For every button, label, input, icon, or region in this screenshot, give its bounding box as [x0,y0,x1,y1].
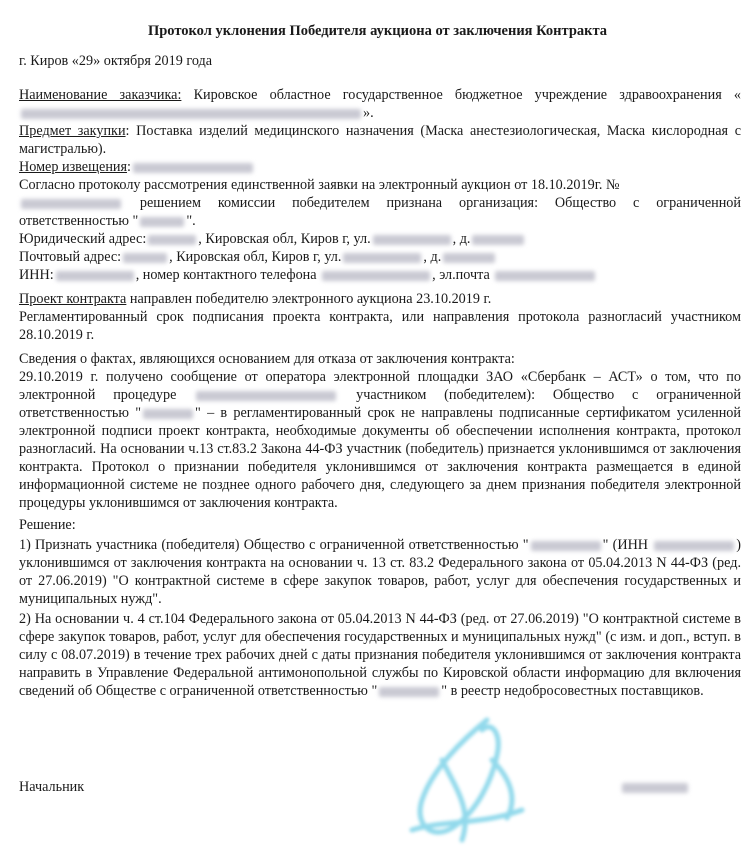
redacted-company-name [143,409,193,419]
customer-paragraph [19,86,741,122]
legal-address-line: Юридический адрес: , Кировская обл, Киров г, ул. , д. [19,230,741,248]
project-label: Проект контракта [19,291,127,307]
redacted-inn [56,271,134,281]
redacted-signer-name [622,783,688,793]
facts-header: Сведения о фактах, являющихся основанием для отказа от заключения контракта: [19,351,515,367]
deadline-paragraph: Регламентированный срок подписания проекта контракта, или направления протокола разногласий участником 28.10.2019 г. [19,309,741,343]
subject-text: : Поставка изделий медицинского назначения (Маска анестезиологическая, Маска кислородная с магистралью). [19,123,741,157]
decision-header: Решение: [19,517,76,533]
customer-text: Кировское областное государственное бюджетное учреждение здравоохранения « [181,87,742,103]
redacted-company-name [140,217,184,227]
redacted-index [148,235,196,245]
date-line: г. Киров «29» октября 2019 года [19,53,213,69]
redacted-customer-name [21,109,361,119]
postal-address-line: Почтовый адрес: , Кировская обл, Киров г, ул. , д. [19,248,741,266]
decision-2-paragraph: 2) На основании ч. 4 ст.104 Федерального закона от 05.04.2013 N 44-ФЗ (ред. от 27.06.2019) "О контрактной системе в сфере закупок товаров, работ, услуг для обеспечения государственных и муниципальных нужд" (с изм. и доп., вступ. в силу с 08.07.2019) в течение трех рабочих дней с даты признания победителя уклонившимся от заключения контракта направить в Управление Федеральной антимонопольной службы по Кировской области информацию для включения сведений об Обществе с ограниченной ответственностью " " в реестр недобросовестных поставщиков. [19,611,741,699]
redacted-index [123,253,167,263]
project-line: Проект контракта направлен победителю электронного аукциона 23.10.2019 г. [19,291,492,307]
redacted-email [495,271,595,281]
redacted-street [373,235,451,245]
redacted-official-name [620,778,690,796]
redacted-company-name [379,687,439,697]
customer-text-end: ». [363,105,374,121]
redacted-notice-number [133,163,253,173]
redacted-street [343,253,421,263]
decision-1-paragraph: 1) Признать участника (победителя) Общество с ограниченной ответственностью " " (ИНН ) уклонившимся от заключения контракта на основании ч. 13 ст. 83.2 Федерального закона от 05.04.2013 N 44-ФЗ (ред. от 27.06.2019) "О контрактной системе в сфере закупок товаров, работ, услуг для обеспечения государственных и муниципальных нужд". [19,537,741,607]
redacted-house [472,235,524,245]
subject-paragraph [19,122,741,158]
subject-label: Предмет закупки [19,123,126,139]
document-title: Протокол уклонения Победителя аукциона от заключения Контракта [147,23,608,39]
redacted-protocol-number [21,199,121,209]
facts-paragraph: 29.10.2019 г. получено сообщение от оператора электронной площадки ЗАО «Сбербанк – АСТ» о том, что по электронной процедуре участником (победителем): Общество с ограниченной ответственностью " " – в регламентированный срок не направлены подписанные сертификатом усиленной электронной подписи проект контракта, необходимые документы об обеспечении исполнения контракта, протокол разногласий. На основании ч.13 ст.83.2 Закона 44-ФЗ участник (победитель) признается уклонившимся от заключения контракта. Протокол о признании победителя уклонившимся от заключения контракта размещается в единой информационной системе не позднее одного рабочего дня, следующего за днем признания победителя электронной процедуры уклонившимся от заключения контракта. [19,369,741,511]
signature-title: Начальник [19,779,85,795]
redacted-procedure-number [196,391,336,401]
redacted-phone [322,271,430,281]
inn-line: ИНН: , номер контактного телефона , эл.почта [19,266,741,284]
notice-line: Номер извещения: [19,158,741,176]
customer-label: Наименование заказчика: [19,87,182,103]
notice-label: Номер извещения [19,159,128,175]
redacted-house [443,253,495,263]
redacted-company-name [531,541,601,551]
signature-scribble [392,700,542,850]
protocol-paragraph: Согласно протоколу рассмотрения единственной заявки на электронный аукцион от 18.10.2019г. № решением комиссии победителем признана организация: Общество с ограниченной ответственностью " ". [19,177,741,229]
redacted-inn [654,541,734,551]
